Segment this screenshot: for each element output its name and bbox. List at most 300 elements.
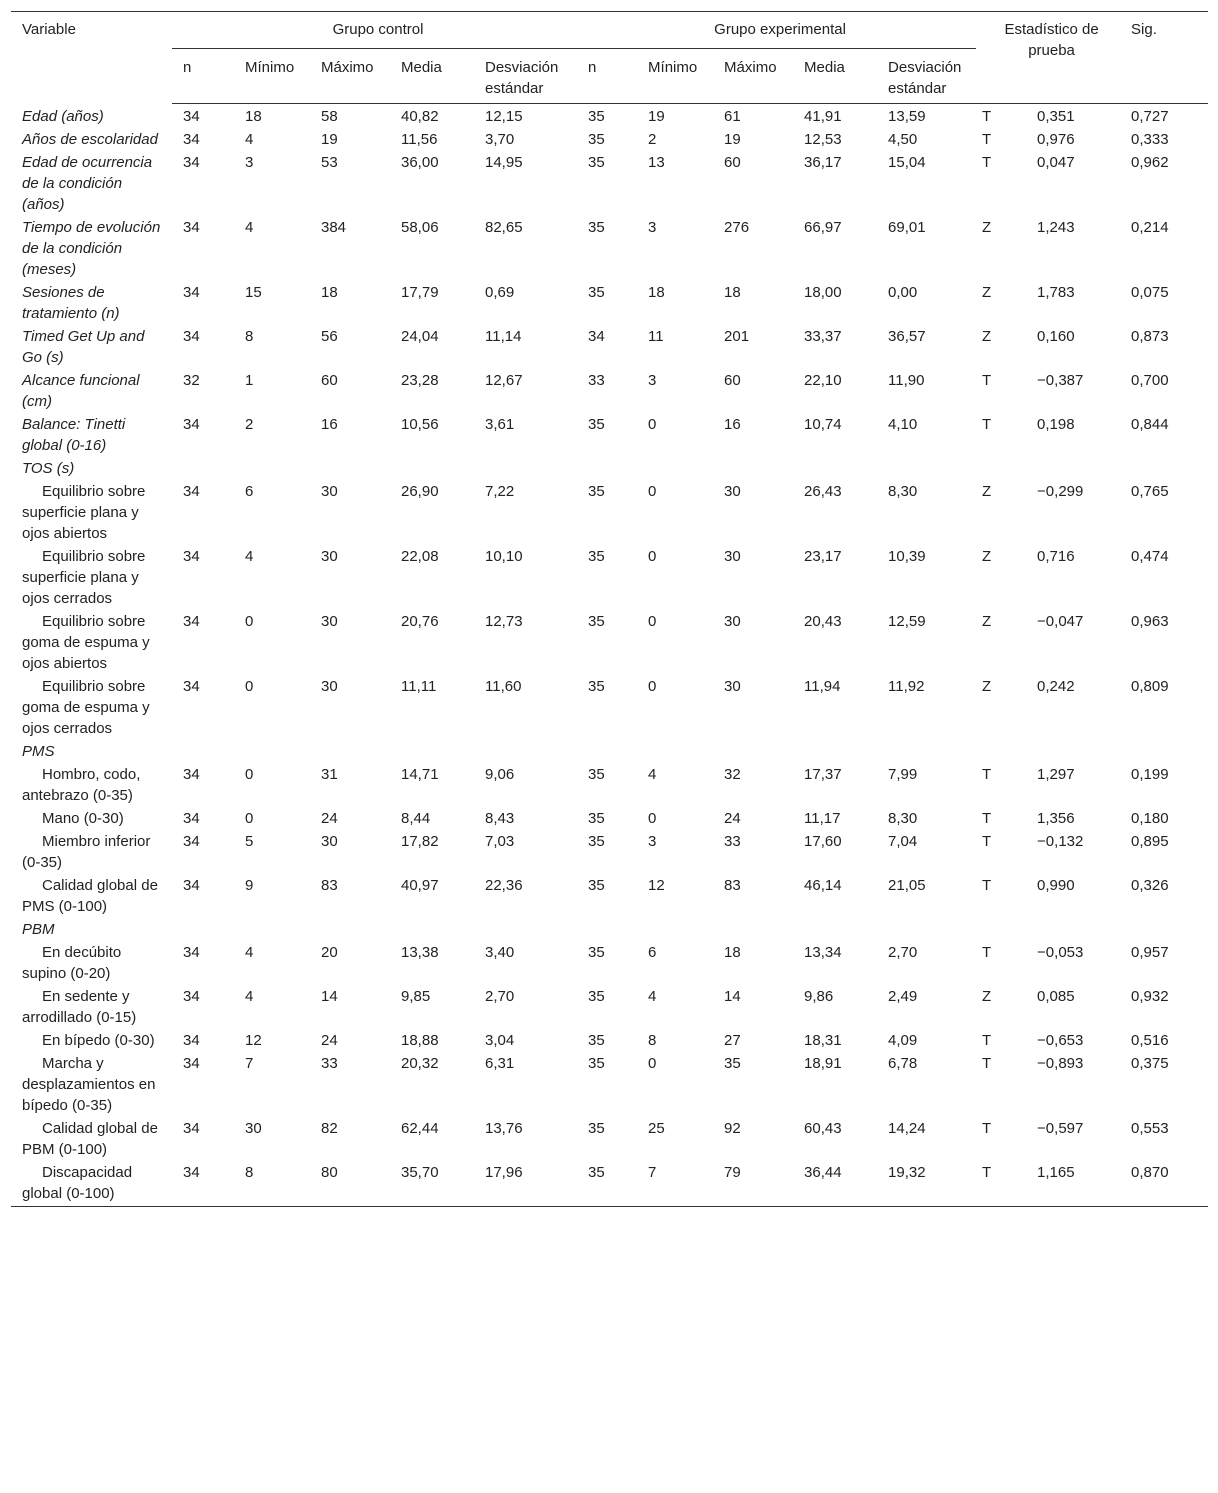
- header-sig: Sig.: [1120, 12, 1208, 104]
- control-mean-cell: 58,06: [401, 219, 439, 236]
- control-max-cell: 30: [321, 483, 338, 500]
- control-mean-cell: 24,04: [401, 328, 439, 345]
- experimental-mean-cell: 33,37: [804, 328, 842, 345]
- table-row: [11, 1161, 1208, 1207]
- control-min-cell: 12: [245, 1032, 262, 1049]
- test-type-cell: T: [982, 1032, 992, 1049]
- row-label: [11, 941, 172, 985]
- control-sd-cell: 14,95: [485, 154, 523, 171]
- experimental-mean-cell: 13,34: [804, 944, 842, 961]
- experimental-max-cell: 19: [724, 131, 741, 148]
- experimental-mean-cell: 10,74: [804, 416, 842, 433]
- control-max-cell: 16: [321, 416, 338, 433]
- row-label: [11, 545, 172, 610]
- experimental-n-cell: 34: [588, 328, 605, 345]
- control-min-cell: 0: [245, 766, 254, 783]
- control-sd-cell: 9,06: [485, 766, 515, 783]
- header-exp-mean: Media: [793, 49, 877, 104]
- control-sd-cell: 2,70: [485, 988, 515, 1005]
- control-sd-cell: 3,40: [485, 944, 515, 961]
- test-type-cell: T: [982, 833, 992, 850]
- experimental-mean-cell: 18,91: [804, 1055, 842, 1072]
- sig-cell: 0,809: [1131, 678, 1169, 695]
- sig-cell: 0,474: [1131, 548, 1169, 565]
- test-statistic-cell: 0,160: [1037, 328, 1075, 345]
- control-sd-cell: 12,67: [485, 372, 523, 389]
- experimental-min-cell: 25: [648, 1120, 665, 1137]
- row-label-text: Calidad global de PBM (0-100): [22, 1120, 158, 1158]
- experimental-max-cell: 30: [724, 678, 741, 695]
- row-label-text: Miembro inferior (0-35): [22, 833, 151, 871]
- experimental-sd-cell: 7,99: [888, 766, 918, 783]
- control-mean-cell: 35,70: [390, 1161, 474, 1207]
- sig-cell: 0,180: [1131, 810, 1169, 827]
- row-label-text: Discapacidad global (0-100): [22, 1164, 133, 1202]
- control-max-cell: 60: [321, 372, 338, 389]
- control-min-cell: 18: [245, 108, 262, 125]
- row-label-text: Calidad global de PMS (0-100): [22, 877, 158, 915]
- row-label-text: Equilibrio sobre superficie plana y ojos abiertos: [22, 483, 146, 542]
- table-row: [11, 369, 1208, 413]
- experimental-max-cell: 30: [724, 548, 741, 565]
- control-max-cell: 31: [321, 766, 338, 783]
- table-row: [11, 545, 1208, 610]
- control-min-cell: 4: [245, 944, 254, 961]
- experimental-mean-cell: 12,53: [804, 131, 842, 148]
- row-label: Timed Get Up and Go (s): [22, 328, 145, 366]
- control-n-cell: 34: [183, 678, 200, 695]
- control-max-cell: 30: [321, 548, 338, 565]
- header-control-group: Grupo control: [172, 12, 577, 49]
- sig-cell: 0,727: [1131, 108, 1169, 125]
- test-type-cell: T: [982, 372, 992, 389]
- control-sd-cell: 22,36: [485, 877, 523, 894]
- experimental-mean-cell: 11,17: [804, 810, 841, 827]
- control-n-cell: 34: [183, 416, 200, 433]
- control-n-cell: 34: [183, 810, 200, 827]
- experimental-mean-cell: 36,17: [804, 154, 842, 171]
- table-row: [11, 675, 1208, 740]
- sig-cell: 0,765: [1131, 483, 1169, 500]
- control-mean-cell: 22,08: [401, 548, 439, 565]
- control-sd-cell: 12,73: [485, 613, 523, 630]
- experimental-mean-cell: 22,10: [804, 372, 842, 389]
- control-n-cell: 34: [172, 1161, 234, 1207]
- row-label: PBM: [22, 921, 55, 938]
- control-n-cell: 34: [183, 131, 200, 148]
- control-sd-cell: 7,03: [485, 833, 515, 850]
- experimental-sd-cell: 21,05: [888, 877, 926, 894]
- experimental-min-cell: 0: [648, 1055, 657, 1072]
- test-statistic-cell: 1,783: [1037, 284, 1075, 301]
- control-n-cell: 34: [183, 483, 200, 500]
- experimental-n-cell: 35: [588, 766, 605, 783]
- row-label: Balance: Tinetti global (0-16): [22, 416, 126, 454]
- header-exp-max: Máximo: [713, 49, 793, 104]
- table-row: [11, 918, 1208, 941]
- experimental-min-cell: 12: [648, 877, 665, 894]
- experimental-max-cell: 201: [724, 328, 750, 345]
- experimental-mean-cell: 41,91: [804, 108, 842, 125]
- test-statistic-cell: 0,351: [1037, 108, 1075, 125]
- header-control-min: Mínimo: [234, 49, 310, 104]
- control-n-cell: 34: [183, 1120, 200, 1137]
- experimental-n-cell: 35: [588, 1120, 605, 1137]
- test-type-cell: Z: [982, 284, 992, 301]
- experimental-n-cell: 35: [588, 877, 605, 894]
- experimental-n-cell: 35: [588, 154, 605, 171]
- control-mean-cell: 9,85: [401, 988, 431, 1005]
- experimental-max-cell: 30: [724, 483, 741, 500]
- control-mean-cell: 17,82: [401, 833, 439, 850]
- header-exp-sd: Desviación estándar: [877, 49, 976, 104]
- test-type-cell: T: [982, 877, 992, 894]
- sig-cell: 0,957: [1131, 944, 1169, 961]
- sig-cell: 0,214: [1131, 219, 1169, 236]
- control-n-cell: 32: [183, 372, 200, 389]
- table-row: [11, 413, 1208, 457]
- control-min-cell: 8: [245, 328, 254, 345]
- experimental-sd-cell: 36,57: [888, 328, 926, 345]
- control-mean-cell: 14,71: [401, 766, 439, 783]
- control-n-cell: 34: [183, 833, 200, 850]
- experimental-sd-cell: 14,24: [888, 1120, 926, 1137]
- row-label: [11, 1052, 172, 1117]
- row-filler: [172, 740, 1208, 763]
- experimental-sd-cell: 8,30: [888, 483, 918, 500]
- control-n-cell: 34: [183, 284, 200, 301]
- experimental-sd-cell: 4,50: [888, 131, 918, 148]
- table-row: [11, 874, 1208, 918]
- test-type-cell: Z: [982, 548, 992, 565]
- test-type-cell: Z: [982, 328, 992, 345]
- control-max-cell: 53: [321, 154, 338, 171]
- control-max-cell: 80: [310, 1161, 390, 1207]
- control-sd-cell: 13,76: [485, 1120, 523, 1137]
- row-label-text: Equilibrio sobre goma de espuma y ojos abiertos: [22, 613, 150, 672]
- experimental-min-cell: 0: [648, 810, 657, 827]
- control-max-cell: 82: [321, 1120, 338, 1137]
- test-statistic-cell: 0,976: [1037, 131, 1075, 148]
- control-mean-cell: 13,38: [401, 944, 439, 961]
- experimental-n-cell: 35: [588, 944, 605, 961]
- test-statistic-cell: 0,085: [1037, 988, 1075, 1005]
- control-min-cell: 4: [245, 988, 254, 1005]
- control-max-cell: 30: [321, 678, 338, 695]
- control-mean-cell: 17,79: [401, 284, 439, 301]
- control-min-cell: 4: [245, 548, 254, 565]
- control-mean-cell: 40,82: [401, 108, 439, 125]
- control-min-cell: 2: [245, 416, 254, 433]
- experimental-sd-cell: 19,32: [877, 1161, 976, 1207]
- experimental-sd-cell: 13,59: [888, 108, 926, 125]
- table-row: [11, 830, 1208, 874]
- control-n-cell: 34: [183, 154, 200, 171]
- control-min-cell: 7: [245, 1055, 254, 1072]
- test-type-cell: T: [976, 1161, 1026, 1207]
- sig-cell: 0,962: [1131, 154, 1169, 171]
- test-type-cell: T: [982, 154, 992, 171]
- experimental-max-cell: 35: [724, 1055, 741, 1072]
- experimental-max-cell: 92: [724, 1120, 741, 1137]
- experimental-mean-cell: 11,94: [804, 678, 841, 695]
- test-type-cell: T: [982, 416, 992, 433]
- control-mean-cell: 40,97: [401, 877, 439, 894]
- experimental-mean-cell: 46,14: [804, 877, 842, 894]
- experimental-min-cell: 3: [648, 833, 657, 850]
- sig-cell: 0,199: [1131, 766, 1169, 783]
- table-row: [11, 985, 1208, 1029]
- row-label: [11, 1161, 172, 1207]
- control-n-cell: 34: [183, 548, 200, 565]
- control-n-cell: 34: [183, 988, 200, 1005]
- row-label: [11, 1029, 172, 1052]
- control-n-cell: 34: [183, 108, 200, 125]
- control-min-cell: 15: [245, 284, 262, 301]
- control-min-cell: 1: [245, 372, 254, 389]
- control-max-cell: 30: [321, 613, 338, 630]
- control-max-cell: 30: [321, 833, 338, 850]
- control-max-cell: 20: [321, 944, 338, 961]
- control-max-cell: 58: [321, 108, 338, 125]
- test-statistic-cell: 1,243: [1037, 219, 1075, 236]
- experimental-n-cell: 33: [588, 372, 605, 389]
- experimental-sd-cell: 0,00: [888, 284, 918, 301]
- test-statistic-cell: 0,047: [1037, 154, 1075, 171]
- experimental-max-cell: 79: [713, 1161, 793, 1207]
- row-label: [11, 985, 172, 1029]
- control-mean-cell: 8,44: [401, 810, 431, 827]
- control-sd-cell: 3,70: [485, 131, 515, 148]
- test-statistic-cell: −0,053: [1037, 944, 1084, 961]
- test-type-cell: T: [982, 1120, 992, 1137]
- test-type-cell: T: [982, 1055, 992, 1072]
- control-max-cell: 14: [321, 988, 338, 1005]
- experimental-min-cell: 4: [648, 988, 657, 1005]
- table-body: [11, 104, 1208, 1207]
- experimental-sd-cell: 6,78: [888, 1055, 918, 1072]
- test-statistic-cell: 0,198: [1037, 416, 1075, 433]
- experimental-mean-cell: 18,31: [804, 1032, 842, 1049]
- experimental-mean-cell: 60,43: [804, 1120, 842, 1137]
- experimental-min-cell: 3: [648, 372, 657, 389]
- table-row: [11, 1029, 1208, 1052]
- experimental-sd-cell: 69,01: [888, 219, 926, 236]
- row-label-text: Equilibrio sobre superficie plana y ojos cerrados: [22, 548, 146, 607]
- experimental-mean-cell: 17,37: [804, 766, 842, 783]
- test-statistic-cell: 0,990: [1037, 877, 1075, 894]
- experimental-sd-cell: 12,59: [888, 613, 926, 630]
- experimental-n-cell: 35: [588, 108, 605, 125]
- sig-cell: 0,375: [1131, 1055, 1169, 1072]
- experimental-n-cell: 35: [588, 613, 605, 630]
- control-min-cell: 4: [245, 131, 254, 148]
- test-type-cell: T: [982, 108, 992, 125]
- experimental-max-cell: 32: [724, 766, 741, 783]
- control-n-cell: 34: [183, 328, 200, 345]
- control-sd-cell: 3,61: [485, 416, 515, 433]
- test-type-cell: Z: [982, 613, 992, 630]
- experimental-max-cell: 30: [724, 613, 741, 630]
- experimental-mean-cell: 23,17: [804, 548, 842, 565]
- control-mean-cell: 11,11: [401, 678, 437, 695]
- control-min-cell: 0: [245, 678, 254, 695]
- experimental-sd-cell: 11,92: [888, 678, 925, 695]
- experimental-min-cell: 0: [648, 483, 657, 500]
- control-sd-cell: 11,60: [485, 678, 522, 695]
- experimental-max-cell: 14: [724, 988, 741, 1005]
- experimental-mean-cell: 17,60: [804, 833, 842, 850]
- row-label: [11, 610, 172, 675]
- experimental-sd-cell: 11,90: [888, 372, 925, 389]
- control-n-cell: 34: [183, 1032, 200, 1049]
- results-table: [11, 11, 1208, 1207]
- control-sd-cell: 12,15: [485, 108, 523, 125]
- control-min-cell: 6: [245, 483, 254, 500]
- control-sd-cell: 7,22: [485, 483, 515, 500]
- experimental-n-cell: 35: [588, 810, 605, 827]
- row-label-text: En bípedo (0-30): [42, 1032, 155, 1049]
- experimental-n-cell: 35: [588, 548, 605, 565]
- experimental-max-cell: 18: [724, 944, 741, 961]
- experimental-n-cell: 35: [588, 416, 605, 433]
- experimental-max-cell: 27: [724, 1032, 741, 1049]
- experimental-min-cell: 4: [648, 766, 657, 783]
- experimental-min-cell: 18: [648, 284, 665, 301]
- test-statistic-cell: 0,242: [1037, 678, 1075, 695]
- row-label: [11, 480, 172, 545]
- row-label: Edad (años): [22, 107, 104, 125]
- row-filler: [172, 918, 1208, 941]
- row-label: [11, 675, 172, 740]
- table-row: [11, 1117, 1208, 1161]
- header-variable: Variable: [11, 12, 172, 104]
- experimental-n-cell: 35: [588, 988, 605, 1005]
- test-statistic-cell: −0,387: [1037, 372, 1084, 389]
- control-min-cell: 4: [245, 219, 254, 236]
- control-n-cell: 34: [183, 219, 200, 236]
- experimental-min-cell: 2: [648, 131, 657, 148]
- test-statistic-cell: −0,893: [1037, 1055, 1084, 1072]
- experimental-max-cell: 60: [724, 154, 741, 171]
- test-statistic-cell: −0,132: [1037, 833, 1084, 850]
- control-min-cell: 0: [245, 810, 254, 827]
- row-label: [11, 1117, 172, 1161]
- header-control-mean: Media: [390, 49, 474, 104]
- experimental-mean-cell: 36,44: [793, 1161, 877, 1207]
- row-filler: [172, 457, 1208, 480]
- control-max-cell: 33: [321, 1055, 338, 1072]
- control-mean-cell: 11,56: [401, 131, 438, 148]
- test-statistic-cell: 1,356: [1037, 810, 1075, 827]
- control-sd-cell: 11,14: [485, 328, 522, 345]
- table-row: [11, 325, 1208, 369]
- sig-cell: 0,075: [1131, 284, 1169, 301]
- experimental-n-cell: 35: [588, 833, 605, 850]
- table-row: [11, 281, 1208, 325]
- sig-cell: 0,333: [1131, 131, 1169, 148]
- experimental-mean-cell: 18,00: [804, 284, 842, 301]
- experimental-max-cell: 83: [724, 877, 741, 894]
- test-statistic-cell: −0,597: [1037, 1120, 1084, 1137]
- control-n-cell: 34: [183, 944, 200, 961]
- control-max-cell: 24: [321, 810, 338, 827]
- experimental-n-cell: 35: [588, 219, 605, 236]
- experimental-mean-cell: 66,97: [804, 219, 842, 236]
- table-row: [11, 457, 1208, 480]
- control-sd-cell: 82,65: [485, 219, 523, 236]
- control-sd-cell: 3,04: [485, 1032, 515, 1049]
- experimental-max-cell: 60: [724, 372, 741, 389]
- experimental-n-cell: 35: [588, 284, 605, 301]
- control-sd-cell: 0,69: [485, 284, 515, 301]
- sig-cell: 0,963: [1131, 613, 1169, 630]
- table-row: [11, 480, 1208, 545]
- control-n-cell: 34: [183, 1055, 200, 1072]
- test-type-cell: Z: [982, 483, 992, 500]
- experimental-sd-cell: 4,10: [888, 416, 918, 433]
- test-statistic-cell: 0,716: [1037, 548, 1075, 565]
- header-control-sd: Desviación estándar: [474, 49, 577, 104]
- header-experimental-group: Grupo experimental: [577, 12, 976, 49]
- experimental-n-cell: 35: [588, 1055, 605, 1072]
- control-sd-cell: 8,43: [485, 810, 515, 827]
- row-label: Edad de ocurrencia de la condición (años): [22, 154, 153, 213]
- experimental-n-cell: 35: [588, 483, 605, 500]
- test-type-cell: Z: [982, 988, 992, 1005]
- table-row: [11, 740, 1208, 763]
- row-label: [11, 830, 172, 874]
- control-mean-cell: 20,32: [401, 1055, 439, 1072]
- row-label-text: Marcha y desplazamientos en bípedo (0-35): [22, 1055, 156, 1114]
- experimental-n-cell: 35: [577, 1161, 637, 1207]
- experimental-min-cell: 19: [648, 108, 665, 125]
- row-label: Alcance funcional (cm): [22, 372, 140, 410]
- experimental-sd-cell: 7,04: [888, 833, 918, 850]
- control-max-cell: 56: [321, 328, 338, 345]
- control-min-cell: 30: [245, 1120, 262, 1137]
- table-row: [11, 104, 1208, 129]
- test-statistic-cell: 1,165: [1026, 1161, 1120, 1207]
- sig-cell: 0,326: [1131, 877, 1169, 894]
- header-exp-min: Mínimo: [637, 49, 713, 104]
- control-min-cell: 3: [245, 154, 254, 171]
- row-label: Sesiones de tratamiento (n): [22, 284, 120, 322]
- table-row: [11, 807, 1208, 830]
- experimental-min-cell: 0: [648, 548, 657, 565]
- control-max-cell: 384: [321, 219, 347, 236]
- table-row: [11, 941, 1208, 985]
- control-mean-cell: 62,44: [401, 1120, 439, 1137]
- test-statistic-cell: 1,297: [1037, 766, 1075, 783]
- control-n-cell: 34: [183, 877, 200, 894]
- control-mean-cell: 10,56: [401, 416, 439, 433]
- header-exp-n: n: [577, 49, 637, 104]
- test-statistic-cell: −0,653: [1037, 1032, 1084, 1049]
- control-max-cell: 19: [321, 131, 338, 148]
- table-row: [11, 1052, 1208, 1117]
- control-mean-cell: 36,00: [401, 154, 439, 171]
- sig-cell: 0,895: [1131, 833, 1169, 850]
- experimental-mean-cell: 9,86: [804, 988, 834, 1005]
- experimental-n-cell: 35: [588, 1032, 605, 1049]
- experimental-min-cell: 3: [648, 219, 657, 236]
- experimental-sd-cell: 4,09: [888, 1032, 918, 1049]
- experimental-min-cell: 8: [648, 1032, 657, 1049]
- row-label-text: En sedente y arrodillado (0-15): [22, 988, 137, 1026]
- test-type-cell: Z: [982, 219, 992, 236]
- control-n-cell: 34: [183, 613, 200, 630]
